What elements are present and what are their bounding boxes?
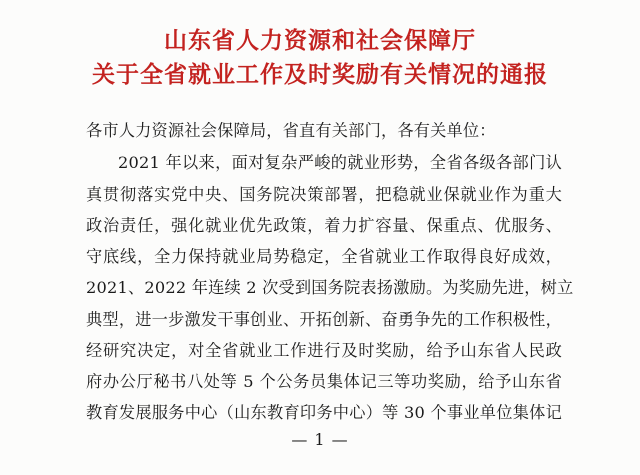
body-line: 真贯彻落实党中央、国务院决策部署，把稳就业保就业作为重大 — [86, 185, 562, 204]
body-line: 2021 年以来，面对复杂严峻的就业形势，全省各级各部门认 — [118, 153, 562, 172]
body-line: 府办公厅秘书八处等 5 个公务员集体记三等功奖励，给予山东省 — [86, 372, 562, 391]
body-line: 2021、2022 年连续 2 次受到国务院表扬激励。为奖励先进，树立 — [86, 278, 574, 297]
salutation: 各市人力资源社会保障局，省直有关部门，各有关单位： — [86, 121, 496, 140]
body-line: 守底线，全力保持就业局势稳定，全省就业工作取得良好成效， — [86, 247, 562, 266]
body-line: 教育发展服务中心（山东教育印务中心）等 30 个事业单位集体记 — [86, 403, 562, 422]
document-title-line-1: 山东省人力资源和社会保障厅 — [164, 28, 476, 54]
document-title-line-2: 关于全省就业工作及时奖励有关情况的通报 — [92, 62, 548, 88]
page-number: — 1 — — [291, 430, 349, 449]
body-line: 经研究决定，对全省就业工作进行及时奖励，给予山东省人民政 — [86, 341, 562, 360]
body-line: 典型，进一步激发干事创业、开拓创新、奋勇争先的工作积极性， — [86, 310, 562, 329]
body-line: 政治责任，强化就业优先政策，着力扩容量、保重点、优服务、 — [86, 216, 562, 235]
